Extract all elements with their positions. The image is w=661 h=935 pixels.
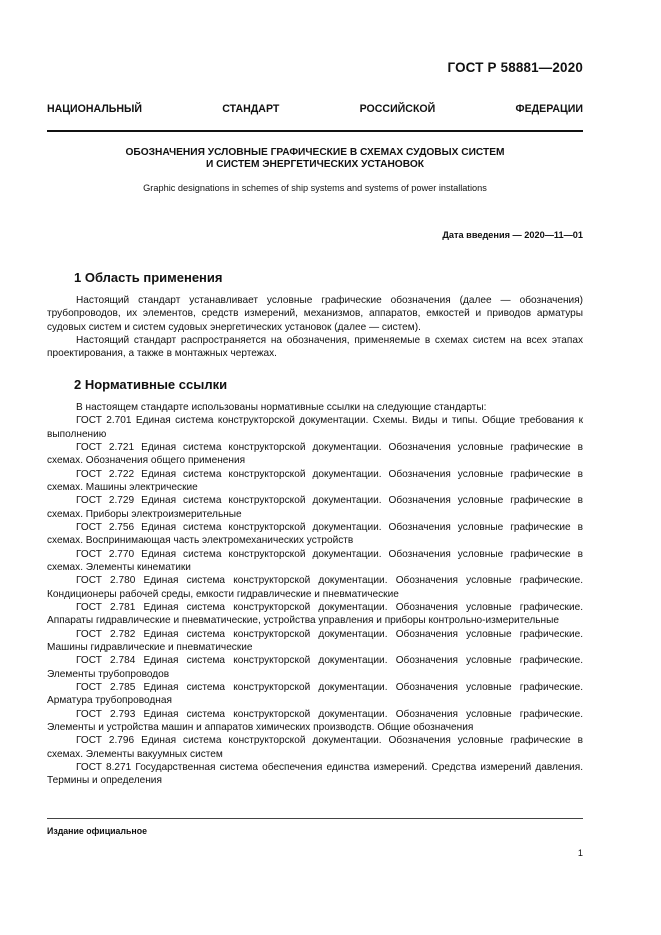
reference-item: ГОСТ 2.785 Единая система конструкторской документации. Обозначения условные графические. Арматура трубопроводная (47, 681, 583, 707)
document-title-line-2: И СИСТЕМ ЭНЕРГЕТИЧЕСКИХ УСТАНОВОК (206, 159, 424, 171)
reference-item: ГОСТ 2.793 Единая система конструкторской документации. Обозначения условные графические. Элементы и устройства машин и аппаратов химических производств. Общие обозначения (47, 708, 583, 733)
introduction-date: Дата введения — 2020—11—01 (442, 230, 583, 240)
paragraph: В настоящем стандарте использованы нормативные ссылки на следующие стандарты: (76, 402, 487, 413)
reference-item: ГОСТ 2.701 Единая система конструкторской документации. Схемы. Виды и типы. Общие требования к выполнению (47, 415, 583, 440)
page-number: 1 (577, 848, 583, 858)
reference-item: ГОСТ 2.784 Единая система конструкторской документации. Обозначения условные графические. Элементы трубопроводов (47, 655, 583, 680)
header-divider (47, 130, 583, 132)
reference-item: ГОСТ 2.770 Единая система конструкторской документации. Обозначения условные графические в схемах. Элементы кинематики (47, 548, 583, 573)
document-title-line-1: ОБОЗНАЧЕНИЯ УСЛОВНЫЕ ГРАФИЧЕСКИЕ В СХЕМАХ СУДОВЫХ СИСТЕМ (125, 147, 505, 158)
reference-item: ГОСТ 2.796 Единая система конструкторской документации. Обозначения условные графические в схемах. Элементы вакуумных систем (47, 735, 583, 760)
document-title (47, 147, 583, 172)
section-2-heading: 2 Нормативные ссылки (74, 377, 228, 392)
paragraph: Настоящий стандарт устанавливает условные графические обозначения (далее — обозначения) трубопроводов, их элементов, средств измерений, механизмов, аппаратов, емкостей и приводов арматуры судовых систем и систем судовых энергетических установок (далее — систем). (47, 295, 583, 333)
standard-designation: ГОСТ Р 58881—2020 (447, 60, 583, 75)
reference-item: ГОСТ 2.721 Единая система конструкторской документации. Обозначения условные графические в схемах. Обозначения общего применения (47, 441, 583, 467)
reference-item: ГОСТ 2.780 Единая система конструкторской документации. Обозначения условные графические. Кондиционеры рабочей среды, емкости гидравлические и пневматические (47, 575, 583, 600)
reference-item: ГОСТ 2.729 Единая система конструкторской документации. Обозначения условные графические в схемах. Приборы электроизмерительные (47, 495, 583, 520)
publication-note: Издание официальное (47, 826, 147, 836)
reference-item: ГОСТ 2.781 Единая система конструкторской документации. Обозначения условные графические. Аппараты гидравлические и пневматические, устройства управления и приборы контрольно-измерительные (47, 601, 583, 627)
reference-item: ГОСТ 2.756 Единая система конструкторской документации. Обозначения условные графические в схемах. Воспринимающая часть электромеханических устройств (47, 521, 583, 547)
reference-item: ГОСТ 2.722 Единая система конструкторской документации. Обозначения условные графические в схемах. Машины электрические (47, 468, 583, 493)
section-1-body (47, 294, 583, 361)
paragraph: Настоящий стандарт распространяется на обозначения, применяемые в схемах систем на всех этапах проектирования, а также в монтажных чертежах. (47, 334, 583, 360)
reference-item: ГОСТ 8.271 Государственная система обеспечения единства измерений. Средства измерений давления. Термины и определения (47, 761, 583, 787)
reference-item: ГОСТ 2.782 Единая система конструкторской документации. Обозначения условные графические. Машины гидравлические и пневматические (47, 628, 583, 653)
section-1-heading: 1 Область применения (74, 270, 223, 285)
footer-divider (47, 818, 583, 819)
section-2-body (47, 401, 583, 788)
national-standard-banner: НАЦИОНАЛЬНЫЙ СТАНДАРТ РОССИЙСКОЙ ФЕДЕРАЦИИ (47, 103, 583, 115)
document-title-english: Graphic designations in schemes of ship systems and systems of power installations (143, 183, 487, 193)
